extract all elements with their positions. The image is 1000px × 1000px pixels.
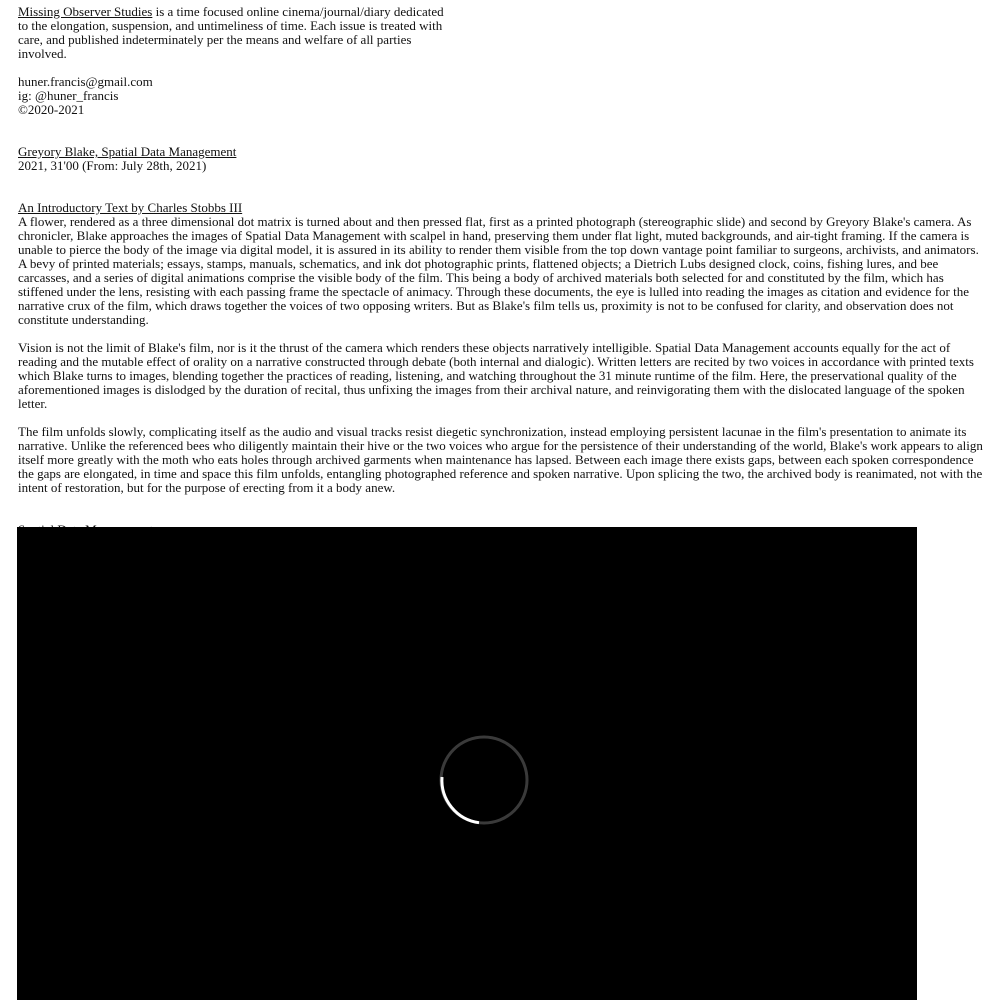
contact-email: huner.francis@gmail.com	[18, 74, 153, 89]
video-player[interactable]	[17, 527, 917, 1000]
loading-spinner-icon	[439, 735, 529, 825]
essay-paragraph: Vision is not the limit of Blake's film, nor is it the thrust of the camera which renders these objects narratively intelligible. Spatial Data Management accounts equally for the act of reading and the mutable effect of orality on a narrative constructed through debate (both internal and dialogic). Written letters are recited by two voices in accordance with printed texts which Blake turns to images, blending together the practices of reading, listening, and watching throughout the 31 minute runtime of the film. Here, the preservational quality of the aforementioned images is dislodged by the duration of recital, thus unfixing the images from their archival nature, and reinvigorating them with the dislocated language of the spoken letter.	[18, 340, 974, 411]
intro-paragraph	[18, 5, 448, 61]
copyright: ©2020-2021	[18, 102, 85, 117]
contact-block	[18, 75, 984, 117]
intro-description: is a time focused online cinema/journal/diary dedicated to the elongation, suspension, and untimeliness of time. Each issue is treated with care, and published indeterminately per the means and welfare of all parties involved.	[18, 4, 444, 61]
site-link[interactable]: Missing Observer Studies	[18, 4, 153, 19]
essay-title-link[interactable]: An Introductory Text by Charles Stobbs III	[18, 200, 243, 215]
essay-paragraph: The film unfolds slowly, complicating itself as the audio and visual tracks resist diegetic synchronization, instead employing persistent lacunae in the film's presentation to animate its narrative. Unlike the referenced bees who diligently maintain their hive or the two voices who argue for the persistence of their understanding of the world, Blake's work appears to align itself more greatly with the moth who eats holes through archived garments when maintenance has lapsed. Between each image there exists gaps, between each spoken correspondence the gaps are elongated, in time and space this film unfolds, entangling photographed reference and spoken narrative. Upon splicing the two, the archived body is reanimated, not with the intent of restoration, but for the purpose of erecting from it a body anew.	[18, 424, 983, 495]
essay-paragraph: A flower, rendered as a three dimensional dot matrix is turned about and then pressed flat, first as a printed photograph (stereographic slide) and second by Greyory Blake's camera. As chronicler, Blake approaches the images of Spatial Data Management with scalpel in hand, preserving them under flat light, muted backgrounds, and air-tight framing. If the camera is unable to pierce the body of the image via digital model, it is assured in its ability to render them visible from the top down vantage point familiar to surgeons, archivists, and animators. A bevy of printed materials; essays, stamps, manuals, schematics, and ink dot photographic prints, flattened objects; a Dietrich Lubs designed clock, coins, fishing lures, and bee carcasses, and a series of digital animations comprise the visible body of the film. This being a body of archived materials both selected for and constituted by the film, which has stiffened under the lens, resisting with each passing frame the spectacle of animacy. Through these documents, the eye is lulled into reading the images as citation and evidence for the narrative crux of the film, which draws together the voices of two opposing writers. But as Blake's film tells us, proximity is not to be confused for clarity, and observation does not constitute understanding.	[18, 214, 979, 327]
essay	[18, 201, 984, 495]
film-info	[18, 145, 984, 173]
film-link[interactable]: Greyory Blake, Spatial Data Management	[18, 144, 237, 159]
contact-instagram: ig: @huner_francis	[18, 88, 119, 103]
film-meta: 2021, 31'00 (From: July 28th, 2021)	[18, 158, 207, 173]
page-content	[18, 5, 984, 537]
